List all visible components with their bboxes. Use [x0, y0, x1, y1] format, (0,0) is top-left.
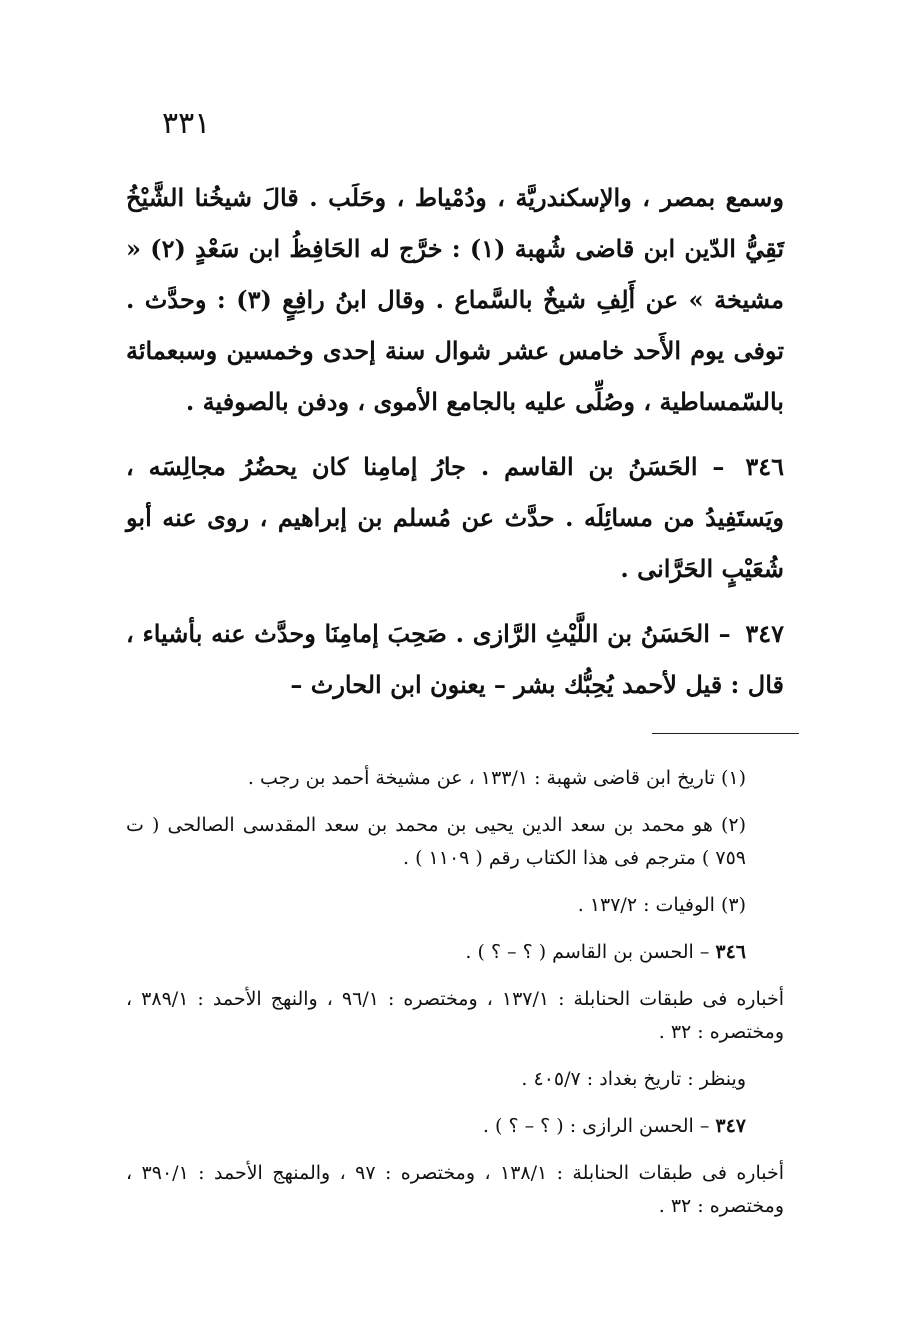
- entry-347: [126, 608, 784, 710]
- source-line: [126, 983, 784, 1049]
- entry-number: ٣٤٦: [745, 452, 784, 481]
- entry-text: – الحَسَنُ بن اللَّيْثِ الرَّازى . صَحِبَ إمامِنَا وحدَّث عنه بأشياء ، قال : قيل لأحمد يُحِبُّك بشر – يعنون ابن الحارث –: [126, 619, 784, 699]
- footnote-text: (٢) هو محمد بن سعد الدين يحيى بن محمد بن سعد المقدسى الصالحى ( ت ٧٥٩ ) مترجم فى هذا الكتاب رقم ( ١١٠٩ ) .: [126, 814, 746, 869]
- source-text: أخباره فى طبقات الحنابلة : ١٣٧/١ ، ومختصره : ٩٦/١ ، والنهج الأحمد : ٣٨٩/١ ، ومختصره : ٣٢ .: [126, 988, 784, 1043]
- main-text: [126, 172, 784, 710]
- footnote-separator: [652, 733, 799, 734]
- footnote-3: [126, 889, 784, 922]
- entry-number: ٣٤٧: [745, 619, 784, 648]
- source-text: أخباره فى طبقات الحنابلة : ١٣٨/١ ، ومختصره : ٩٧ ، والمنهج الأحمد : ٣٩٠/١ ، ومختصره : ٣٢ .: [126, 1162, 784, 1217]
- source-line: [126, 1063, 784, 1096]
- footnote-text: (١) تاريخ ابن قاضى شهبة : ١٣٣/١ ، عن مشيخة أحمد بن رجب .: [247, 767, 746, 789]
- source-entry-346: [126, 936, 784, 969]
- entry-text: – الحَسَنُ بن القاسم . جارُ إمامِنا كان يحضُرُ مجالِسَه ، ويَستَفِيدُ من مسائِلَه . حدَّث عن مُسلم بن إبراهيم ، روى عنه أبو شُعَيْبٍ الحَرَّانى .: [126, 452, 784, 583]
- source-heading: – الحسن الرازى : ( ؟ – ؟ ) .: [482, 1115, 716, 1137]
- entry-number: ٣٤٧: [715, 1115, 746, 1137]
- footnote-2: [126, 809, 784, 875]
- entry-number: ٣٤٦: [715, 941, 746, 963]
- source-line: [126, 1157, 784, 1223]
- footnotes: [126, 762, 784, 1237]
- entry-346: [126, 441, 784, 594]
- source-heading: – الحسن بن القاسم ( ؟ – ؟ ) .: [465, 941, 716, 963]
- footnote-text: (٣) الوفيات : ١٣٧/٢ .: [577, 894, 746, 916]
- source-text: وينظر : تاريخ بغداد : ٤٠٥/٧ .: [521, 1068, 746, 1090]
- paragraph-intro: وسمع بمصر ، والإسكندريَّة ، ودُمْياط ، وحَلَب . قالَ شيخُنا الشَّيْخُ تَقِيُّ الدّين ابن قاضى شُهبة (١) : خرَّج له الحَافِظُ ابن سَعْدٍ (٢) « مشيخة » عن أَلِفِ شيخٌ بالسَّماع . وقال ابنُ رافِعٍ (٣) : وحدَّث . توفى يوم الأَحد خامس عشر شوال سنة إحدى وخمسين وسبعمائة بالسّمساطية ، وصُلِّى عليه بالجامع الأموى ، ودفن بالصوفية .: [126, 183, 784, 416]
- footnote-1: [126, 762, 784, 795]
- page-number: ٣٣١: [162, 106, 211, 141]
- source-entry-347: [126, 1110, 784, 1143]
